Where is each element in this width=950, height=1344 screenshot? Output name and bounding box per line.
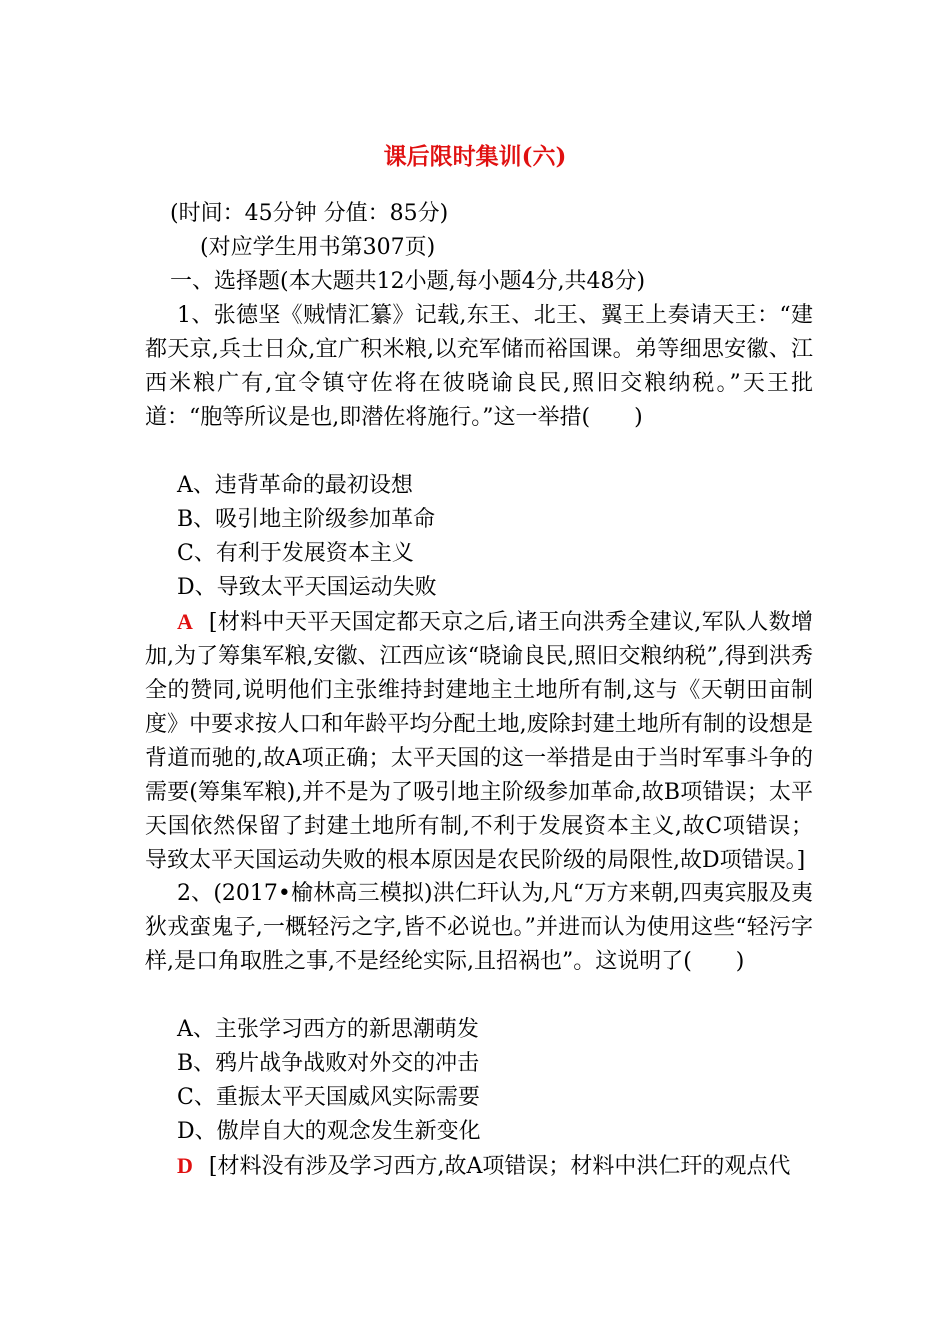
question-2-explanation-block (145, 1149, 813, 1184)
question-2-explanation: [材料没有涉及学习西方,故A项错误；材料中洪仁玕的观点代 (208, 1154, 791, 1179)
book-reference-line: (对应学生用书第307页) (200, 235, 436, 260)
section-heading: 一、选择题(本大题共12小题,每小题4分,共48分) (170, 269, 646, 294)
question-1-option-c: C、有利于发展资本主义 (177, 541, 414, 566)
question-1-option-b: B、吸引地主阶级参加革命 (177, 507, 436, 532)
question-2-answer: D (177, 1153, 193, 1178)
question-1-explanation-block (145, 605, 813, 878)
question-2-option-b: B、鸦片战争战败对外交的冲击 (177, 1051, 480, 1076)
time-score-line: (时间：45分钟 分值：85分) (170, 201, 449, 226)
question-1-stem: 1、张德坚《贼情汇纂》记载,东王、北王、翼王上奏请天王：“建都天京,兵士日众,宜广积米粮,以充军储而裕国课。弟等细思安徽、江西米粮广有,宜令镇守佐将在彼晓谕良民,照旧交粮纳税。”天王批道：“胞等所议是也,即潜佐将施行。”这一举措( ) (145, 303, 813, 430)
question-2-option-c: C、重振太平天国威风实际需要 (177, 1085, 480, 1110)
question-2-option-a: A、主张学习西方的新思潮萌发 (177, 1017, 479, 1042)
question-1-option-a: A、违背革命的最初设想 (177, 473, 413, 498)
question-1-explanation: [材料中天平天国定都天京之后,诸王向洪秀全建议,军队人数增加,为了筹集军粮,安徽、江西应该“晓谕良民,照旧交粮纳税”,得到洪秀全的赞同,说明他们主张维持封建地主土地所有制,这与《天朝田亩制度》中要求按人口和年龄平均分配土地,废除封建土地所有制的设想是背道而驰的,故A项正确；太平天国的这一举措是由于当时军事斗争的需要(筹集军粮),并不是为了吸引地主阶级参加革命,故B项错误；太平天国依然保留了封建土地所有制,不利于发展资本主义,故C项错误；导致太平天国运动失败的根本原因是农民阶级的局限性,故D项错误。] (145, 610, 813, 873)
question-2-option-d: D、傲岸自大的观念发生新变化 (177, 1119, 481, 1144)
question-1-option-d: D、导致太平天国运动失败 (177, 575, 437, 600)
question-1-answer: A (177, 609, 193, 634)
document-title: 课后限时集训(六) (383, 143, 567, 170)
question-2-stem: 2、(2017•榆林高三模拟)洪仁玕认为,凡“万方来朝,四夷宾服及夷狄戎蛮鬼子,一概轻污之字,皆不必说也。”并进而认为使用这些“轻污字样,是口角取胜之事,不是经纶实际,且招祸也”。这说明了( ) (145, 881, 813, 974)
